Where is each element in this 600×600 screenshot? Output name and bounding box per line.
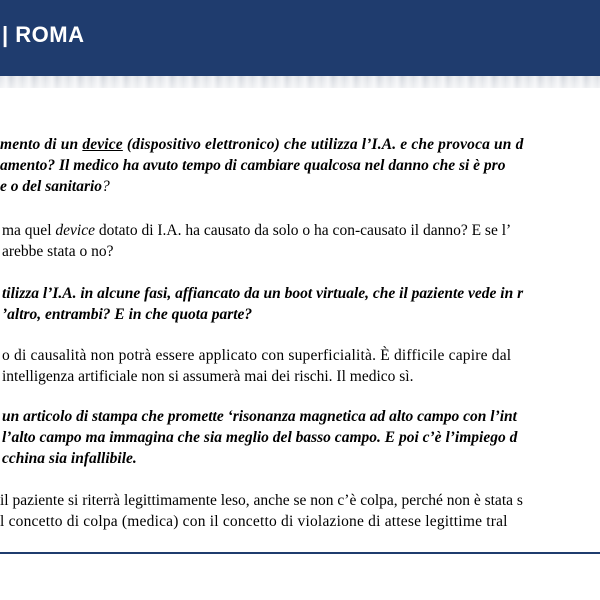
header-title: | ROMA	[2, 22, 85, 47]
text-span: ma quel	[2, 222, 56, 239]
text-span: cchina sia infallibile.	[2, 450, 137, 467]
text-span: un articolo di stampa che promette ‘risonanza magnetica ad alto campo con l’int	[2, 408, 517, 425]
paragraph-3-line-1	[2, 283, 600, 304]
bottom-divider	[0, 552, 600, 554]
paragraph-6-line-1	[0, 490, 600, 511]
text-span: l concetto di colpa (medica) con il concetto di violazione di attese legittime tral	[0, 513, 508, 530]
paragraph-2	[2, 220, 600, 262]
paragraph-6	[0, 490, 600, 532]
paragraph-3	[2, 283, 600, 325]
paragraph-5	[2, 406, 600, 469]
text-span: mento di un	[0, 136, 83, 153]
text-span: dotato di I.A. ha causato da solo o ha con-causato il danno? E se l’	[94, 222, 512, 239]
text-span: ?	[102, 178, 110, 195]
paragraph-2-line-2	[2, 241, 600, 262]
paragraph-3-line-2	[2, 304, 600, 325]
paragraph-5-line-2	[2, 427, 600, 448]
paragraph-5-line-3	[2, 448, 600, 469]
text-span: ’altro, entrambi? E in che quota parte?	[2, 306, 253, 323]
text-span: il paziente si riterrà legittimamente leso, anche se non c’è colpa, perché non è stata s	[0, 492, 523, 509]
text-span: e o del sanitario	[0, 178, 103, 195]
paragraph-6-line-2	[0, 511, 600, 532]
paragraph-1-line-3	[0, 176, 600, 197]
paragraph-1-line-1	[0, 134, 600, 155]
text-span: o di causalità non potrà essere applicato con superficialità. È difficile capire dal	[2, 347, 512, 364]
paragraph-1	[0, 134, 600, 197]
paragraph-4-line-2	[2, 366, 600, 387]
underlined-term: device	[82, 136, 123, 153]
text-span: tilizza l’I.A. in alcune fasi, affiancato da un boot virtuale, che il paziente vede in r	[2, 285, 524, 302]
text-span: (dispositivo elettronico) che utilizza l’I.A. e che provoca un d	[122, 136, 524, 153]
paragraph-2-line-1	[2, 220, 600, 241]
text-span: intelligenza artificiale non si assumerà mai dei rischi. Il medico sì.	[2, 368, 414, 385]
paragraph-4	[2, 345, 600, 387]
paragraph-5-line-1	[2, 406, 600, 427]
paragraph-4-line-1	[2, 345, 600, 366]
text-span: arebbe stata o no?	[2, 243, 114, 260]
paragraph-1-line-2	[0, 155, 600, 176]
italic-term: device	[55, 222, 95, 239]
text-span: l’alto campo ma immagina che sia meglio del basso campo. E poi c’è l’impiego d	[2, 429, 518, 446]
text-span: amento? Il medico ha avuto tempo di cambiare qualcosa nel danno che si è pro	[0, 157, 506, 174]
